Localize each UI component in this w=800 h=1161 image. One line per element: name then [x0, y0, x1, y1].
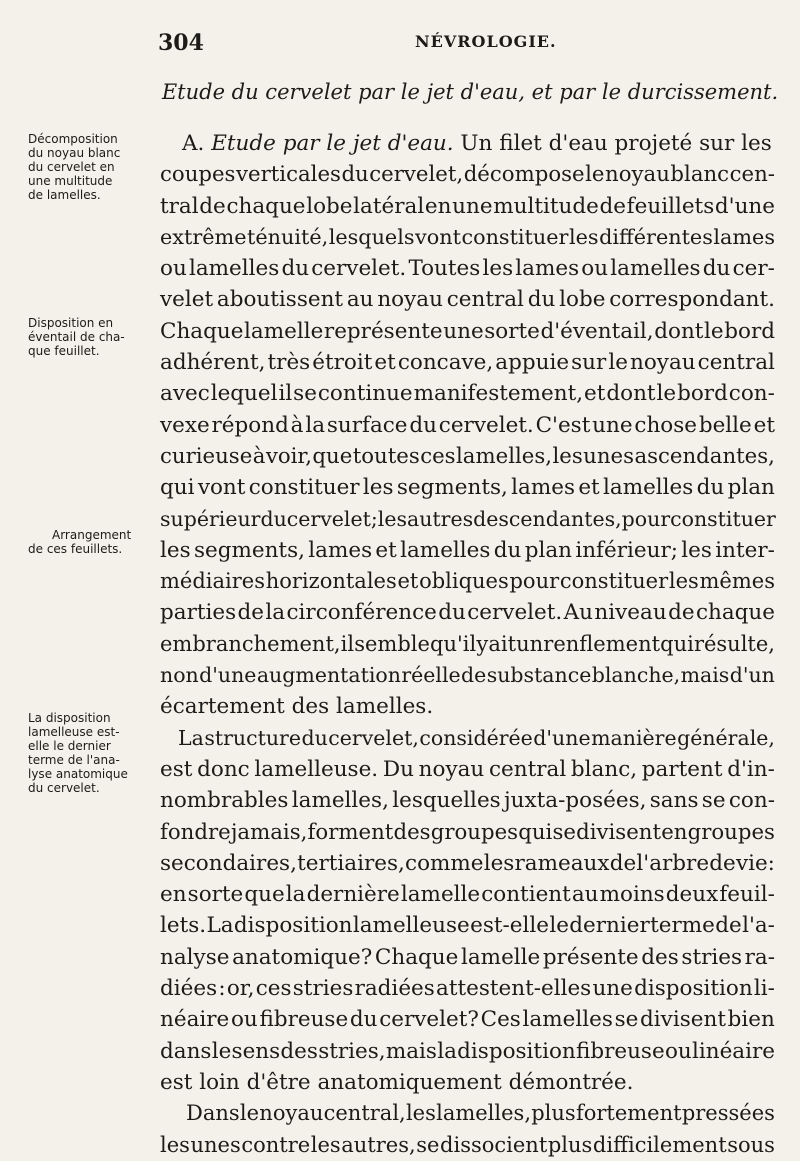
- text-line: supérieur du cervelet; les autres descendantes, pour constituer: [160, 506, 776, 531]
- margin-note-line: du cervelet.: [28, 781, 100, 795]
- text-line: velet aboutissent au noyau central du lobe correspondant.: [160, 287, 775, 313]
- margin-note-line: du cervelet en: [28, 160, 115, 174]
- text-line: La structure du cervelet, considérée d'une manière générale,: [178, 725, 775, 750]
- text-line: Dans le noyau central, les lamelles, plus fortement pressées: [186, 1101, 775, 1126]
- margin-note-line: de ces feuillets.: [28, 542, 123, 556]
- text-line: vexe répond à la surface du cervelet. C'est une chose belle et: [160, 412, 775, 438]
- margin-note-line: du noyau blanc: [28, 146, 121, 160]
- margin-note-line: terme de l'ana-: [28, 753, 120, 767]
- text-line: ou lamelles du cervelet. Toutes les lames ou lamelles du cer-: [160, 256, 775, 282]
- margin-note-line: La disposition: [28, 711, 111, 725]
- text-line: secondaires, tertiaires, comme les rameaux de l'arbre de vie:: [160, 850, 775, 876]
- text-line: tral de chaque lobe latéral en une multitude de feuillets d'une: [160, 193, 775, 219]
- section-heading: Etude du cervelet par le jet d'eau, et par le durcissement.: [161, 80, 779, 104]
- margin-note-line: elle le dernier: [28, 739, 111, 753]
- text-line: Chaque lamelle représente une sorte d'éventail, dont le bord: [160, 318, 775, 344]
- margin-note-line: Disposition en: [28, 316, 114, 330]
- margin-note-decomposition: [28, 132, 154, 202]
- margin-note-line: Arrangement: [52, 528, 132, 542]
- margin-note-line: de lamelles.: [28, 188, 101, 202]
- margin-note-eventail: [28, 316, 154, 358]
- margin-note-line: éventail de cha-: [28, 330, 125, 344]
- margin-note-arrangement: [28, 528, 154, 556]
- body-text: [160, 128, 775, 1161]
- text-line: adhérent, très étroit et concave, appuie sur le noyau central: [160, 350, 775, 376]
- text-line: [160, 128, 775, 159]
- margin-note-disposition: [28, 711, 154, 795]
- text-line: diées : or, ces stries radiées attestent-elles une disposition li-: [160, 976, 775, 1002]
- text-line: néaire ou fibreuse du cervelet? Ces lamelles se divisent bien: [160, 1007, 775, 1033]
- page-number: 304: [158, 30, 204, 56]
- text-line: embranchement, il semble qu'il y ait un renflement qui résulte,: [160, 631, 775, 656]
- page-header: [150, 30, 780, 60]
- paragraph-lead: A.: [182, 131, 212, 156]
- text-line-fragment: Un filet d'eau projeté sur les: [453, 131, 772, 156]
- margin-note-line: lamelleuse est-: [28, 725, 120, 739]
- text-line: nombrables lamelles, lesquelles juxta-posées, sans se con-: [160, 788, 775, 814]
- paragraph-lead-italic: Etude par le jet d'eau.: [211, 131, 454, 156]
- margin-note-line: lyse anatomique: [28, 767, 128, 781]
- text-line: dans le sens des stries, mais la disposition fibreuse ou linéaire: [160, 1038, 775, 1064]
- text-line: extrême ténuité, lesquels vont constituer les différentes lames: [160, 224, 775, 249]
- text-line: avec lequel il se continue manifestement, et dont le bord con-: [160, 381, 775, 407]
- text-line: qui vont constituer les segments, lames et lamelles du plan: [160, 475, 775, 501]
- text-line: coupes verticales du cervelet, décompose le noyau blanc cen-: [160, 162, 775, 188]
- text-line: médiaires horizontales et obliques pour constituer les mêmes: [160, 569, 775, 594]
- text-line: nalyse anatomique? Chaque lamelle présente des stries ra-: [160, 944, 775, 970]
- text-line: en sorte que la dernière lamelle contient au moins deux feuil-: [160, 882, 775, 908]
- text-line: écartement des lamelles.: [160, 694, 434, 720]
- margin-note-line: une multitude: [28, 174, 113, 188]
- running-head: NÉVROLOGIE.: [415, 32, 557, 51]
- text-line: non d'une augmentation réelle de substance blanche, mais d'un: [160, 663, 775, 688]
- text-line: est donc lamelleuse. Du noyau central blanc, partent d'in-: [160, 756, 775, 782]
- margin-note-line: que feuillet.: [28, 344, 100, 358]
- text-line: est loin d'être anatomiquement démontrée.: [160, 1069, 634, 1095]
- margin-note-line: Décomposition: [28, 132, 118, 146]
- text-line: les unes contre les autres, se dissocient plus difficilement sous: [160, 1132, 775, 1157]
- text-line: fondre jamais, forment des groupes qui se divisent en groupes: [160, 819, 775, 845]
- text-line: curieuse à voir, que toutes ces lamelles, les unes ascendantes,: [160, 443, 775, 469]
- text-line: lets. La disposition lamelleuse est-elle le dernier terme de l'a-: [160, 913, 775, 939]
- text-line: les segments, lames et lamelles du plan inférieur; les inter-: [160, 537, 775, 563]
- text-line: parties de la circonférence du cervelet. Au niveau de chaque: [160, 600, 775, 626]
